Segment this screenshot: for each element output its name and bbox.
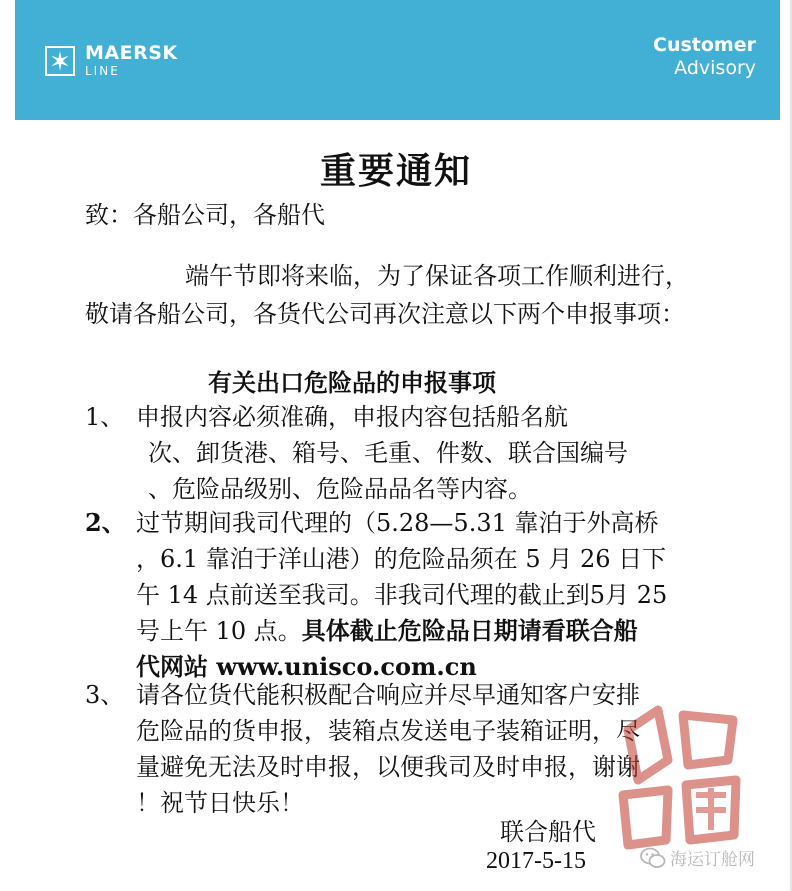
- list-item-2: [85, 505, 725, 685]
- notice-intro: 端午节即将来临，为了保证各项工作顺利进行，敬请各船公司，各货代公司再次注意以下两个申报事项：: [85, 262, 689, 328]
- item-body: [136, 505, 726, 685]
- item-line: ，6.1 靠泊于洋山港）的危险品须在 5 月 26 日下: [136, 545, 667, 573]
- item-line: 申报内容必须准确，申报内容包括船名航: [136, 403, 568, 431]
- item-line: 午 14 点前送至我司。非我司代理的截止到5月 25: [136, 581, 668, 609]
- item-number: 3、: [85, 681, 125, 709]
- item-line: 量避免无法及时申报，以便我司及时申报，谢谢: [136, 753, 640, 781]
- item-body: [136, 399, 726, 507]
- item-line: 、危险品级别、危险品品名等内容。: [148, 475, 532, 503]
- watermark: [640, 845, 755, 870]
- notice-date: 2017-5-15: [486, 848, 586, 874]
- maersk-logo: [45, 44, 178, 77]
- list-item-1: [85, 399, 725, 507]
- bold-deadline-text: 具体截止危险品日期请看联合船: [301, 616, 638, 645]
- item-text: 号上午 10 点。: [136, 617, 302, 645]
- section-heading: 有关出口危险品的申报事项: [208, 368, 496, 397]
- watermark-text: 海运订舱网: [670, 850, 755, 870]
- notice-title: 重要通知: [319, 150, 472, 192]
- header-banner: [15, 0, 780, 120]
- item-line: 过节期间我司代理的（5.28—5.31 靠泊于外高桥: [136, 509, 659, 537]
- red-stamp: [608, 700, 748, 850]
- website-link-text: 代网站 www.unisco.com.cn: [136, 652, 477, 681]
- item-line: ！祝节日快乐！: [136, 789, 304, 817]
- advisory-line-2: Advisory: [674, 56, 756, 79]
- advisory-line-1: Customer: [653, 34, 756, 56]
- item-line: 次、卸货港、箱号、毛重、件数、联合国编号: [148, 439, 628, 467]
- logo-main-text: MAERSK: [85, 42, 178, 64]
- customer-advisory-label: [653, 34, 756, 80]
- star-icon: [45, 46, 75, 76]
- logo-text: [85, 44, 178, 77]
- item-number: 1、: [85, 403, 125, 431]
- item-number: 2、: [85, 508, 126, 537]
- item-line: 危险品的货申报，装箱点发送电子装箱证明，尽: [136, 717, 640, 745]
- item-line: 请各位货代能积极配合响应并尽早通知客户安排: [136, 681, 640, 709]
- wechat-icon: [640, 847, 666, 869]
- logo-sub-text: LINE: [85, 64, 120, 78]
- item-line-mixed: [136, 613, 726, 649]
- notice-greeting: 致：各船公司，各船代: [85, 201, 325, 229]
- signature: 联合船代: [500, 818, 596, 846]
